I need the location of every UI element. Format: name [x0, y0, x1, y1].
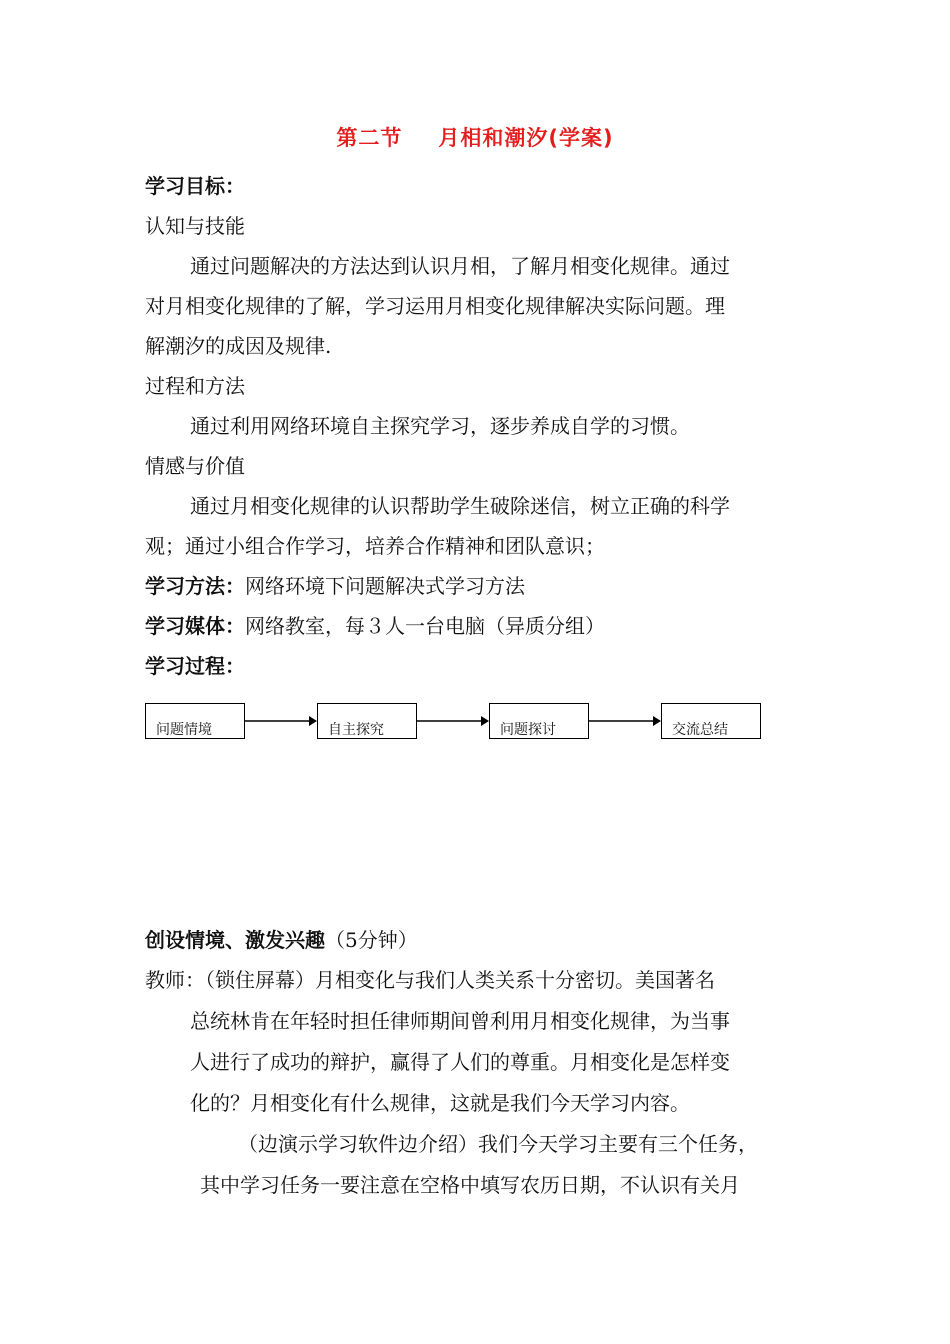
process-flowchart — [145, 703, 765, 743]
flow-step-label: 问题探讨 — [500, 722, 556, 738]
paragraph-line: 通过问题解决的方法达到认识月相，了解月相变化规律。通过 — [190, 254, 730, 278]
flow-step-box — [145, 703, 245, 739]
section-duration: （5分钟） — [325, 928, 418, 952]
page-title — [0, 122, 950, 152]
title-section-number: 第二节 — [336, 126, 403, 150]
flow-step-label: 问题情境 — [156, 722, 212, 738]
paragraph-line: 解潮汐的成因及规律. — [145, 334, 332, 358]
paragraph-line: （边演示学习软件边介绍）我们今天学习主要有三个任务， — [238, 1132, 758, 1156]
flow-arrow-icon — [589, 715, 661, 727]
flow-arrow-icon — [417, 715, 489, 727]
paragraph-line: 化的？月相变化有什么规律，这就是我们今天学习内容。 — [190, 1091, 690, 1115]
method-row — [145, 574, 525, 598]
media-row — [145, 614, 605, 638]
paragraph-line: 教师：（锁住屏幕）月相变化与我们人类关系十分密切。美国著名 — [145, 968, 715, 992]
media-label: 学习媒体： — [145, 614, 245, 638]
section-heading-row — [145, 928, 418, 952]
media-value: 网络教室，每３人一台电脑（异质分组） — [245, 614, 605, 638]
paragraph-line: 通过月相变化规律的认识帮助学生破除迷信，树立正确的科学 — [190, 494, 730, 518]
flow-step-label: 自主探究 — [328, 722, 384, 738]
flow-step-label: 交流总结 — [672, 722, 728, 738]
process-method-heading: 过程和方法 — [145, 374, 245, 398]
paragraph-line: 对月相变化规律的了解，学习运用月相变化规律解决实际问题。理 — [145, 294, 725, 318]
flow-arrow-icon — [245, 715, 317, 727]
section-heading: 创设情境、激发兴趣 — [145, 928, 325, 952]
method-label: 学习方法： — [145, 574, 245, 598]
objectives-heading: 学习目标： — [145, 174, 245, 198]
flow-step-box — [661, 703, 761, 739]
cognitive-heading: 认知与技能 — [145, 214, 245, 238]
paragraph-line: 其中学习任务一要注意在空格中填写农历日期，不认识有关月 — [200, 1173, 740, 1197]
flow-step-box — [317, 703, 417, 739]
flow-step-box — [489, 703, 589, 739]
paragraph-line: 人进行了成功的辩护，赢得了人们的尊重。月相变化是怎样变 — [190, 1050, 730, 1074]
process-heading: 学习过程： — [145, 654, 245, 678]
paragraph-line: 总统林肯在年轻时担任律师期间曾利用月相变化规律，为当事 — [190, 1009, 730, 1033]
emotion-heading: 情感与价值 — [145, 454, 245, 478]
title-text: 月相和潮汐(学案) — [438, 126, 614, 150]
paragraph-line: 观；通过小组合作学习，培养合作精神和团队意识； — [145, 534, 605, 558]
method-value: 网络环境下问题解决式学习方法 — [245, 574, 525, 598]
paragraph-line: 通过利用网络环境自主探究学习，逐步养成自学的习惯。 — [190, 414, 690, 438]
